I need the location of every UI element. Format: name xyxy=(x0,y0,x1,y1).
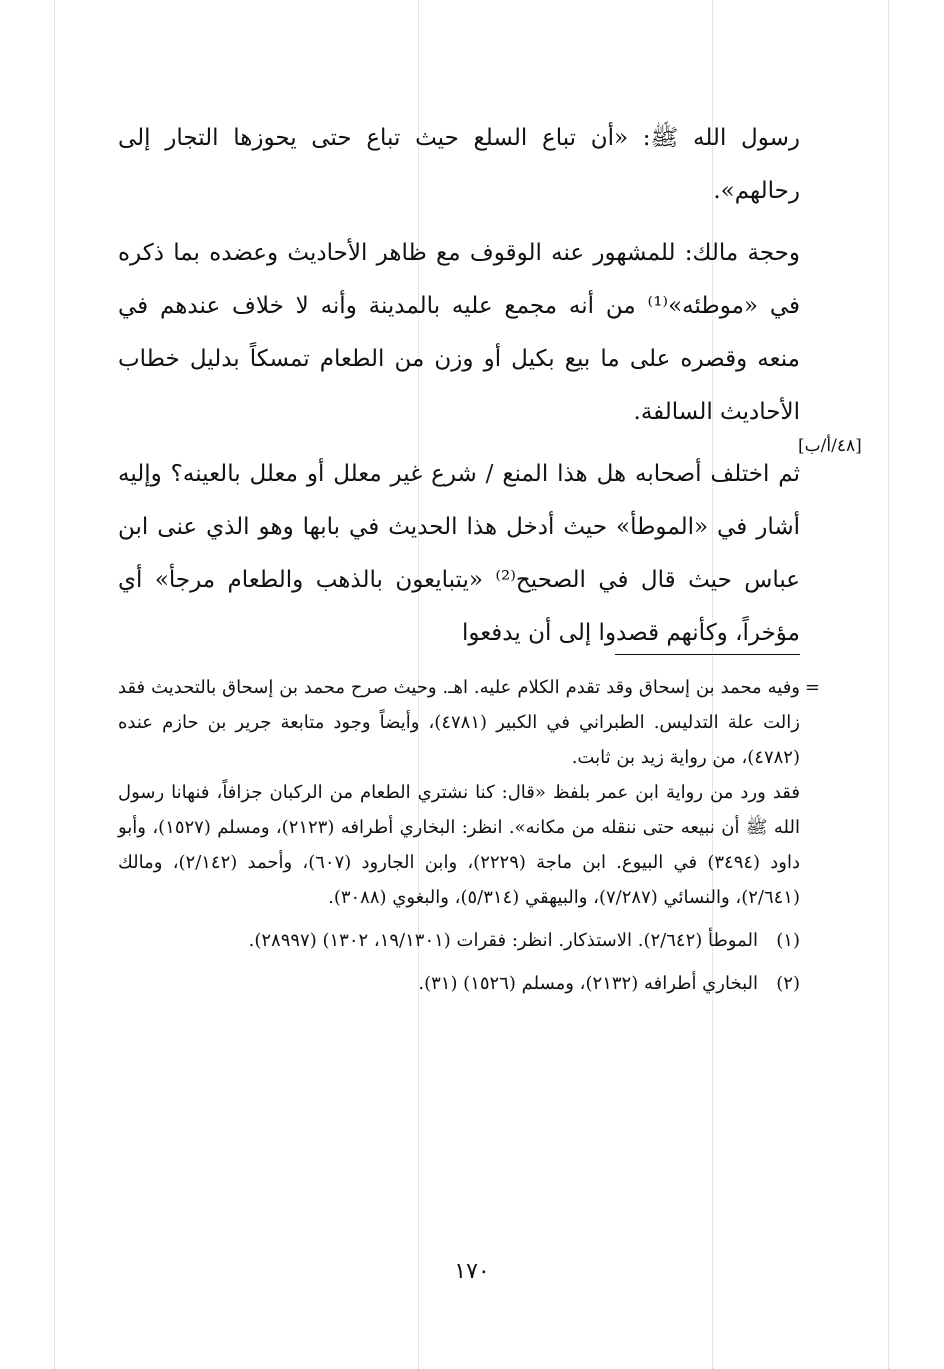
footnote-separator xyxy=(615,654,800,655)
paragraph: رسول الله ﷺ: «أن تباع السلع حيث تباع حتى يحوزها التجار إلى رحالهم». xyxy=(118,125,800,204)
footnote-text: البخاري أطرافه (٢١٣٢)، ومسلم (١٥٢٦) (٣١). xyxy=(418,973,758,994)
footnote-number: (١) xyxy=(776,930,800,951)
continuation-mark: = xyxy=(804,677,820,698)
scan-edge-dots xyxy=(54,0,55,1369)
paragraph: ثم اختلف أصحابه هل هذا المنع / شرع غير معلل أو معلل بالعينه؟ وإليه أشار في «الموطأ» حيث أدخل هذا الحديث في بابها وهو الذي عنى ابن عباس حيث قال في الصحيح⁽²⁾ «يتبايعون بالذهب والطعام مرجأ» أي مؤخراً، وكأنهم قصدوا إلى أن يدفعوا xyxy=(118,461,800,646)
footnote-number: (٢) xyxy=(776,973,800,994)
footnote-text: الموطأ (٢/٦٤٢). الاستذكار. انظر: فقرات (١٩/١٣٠١، ١٣٠٢) (٢٨٩٩٧). xyxy=(248,930,758,951)
scan-edge-dots xyxy=(888,0,889,1369)
paragraph: وحجة مالك: للمشهور عنه الوقوف مع ظاهر الأحاديث وعضده بما ذكره في «موطئه»⁽¹⁾ من أنه مجمع عليه بالمدينة وأنه لا خلاف عندهم في منعه وقصره على ما بيع بكيل أو وزن من الطعام تمسكاً بدليل خطاب الأحاديث السالفة. xyxy=(118,240,800,425)
footnote-continuation: وفيه محمد بن إسحاق وقد تقدم الكلام عليه. اهـ. وحيث صرح محمد بن إسحاق بالتحديث فقد زالت علة التدليس. الطبراني في الكبير (٤٧٨١)، وأيضاً وجود متابعة جرير بن حازم عنده (٤٧٨٢)، من رواية زيد بن ثابت. xyxy=(118,677,800,768)
main-text xyxy=(118,112,800,660)
footnote xyxy=(118,923,800,958)
page-number: ١٧٠ xyxy=(454,1259,490,1284)
footnote xyxy=(118,966,800,1001)
footnote-continuation: فقد ورد من رواية ابن عمر بلفظ «قال: كنا نشتري الطعام من الركبان جزافاً، فنهانا رسول الله ﷺ أن نبيعه حتى ننقله من مكانه». انظر: البخاري أطرافه (٢١٢٣)، ومسلم (١٥٢٧)، وأبو داود (٣٤٩٤) في البيوع. ابن ماجة (٢٢٢٩)، وابن الجارود (٦٠٧)، وأحمد (٢/١٤٢)، ومالك (٢/٦٤١)، والنسائي (٧/٢٨٧)، والبيهقي (٥/٣١٤)، والبغوي (٣٠٨٨). xyxy=(118,782,800,908)
manuscript-folio-note: [٤٨/أ/ب] xyxy=(798,436,862,456)
footnotes xyxy=(118,670,820,1001)
